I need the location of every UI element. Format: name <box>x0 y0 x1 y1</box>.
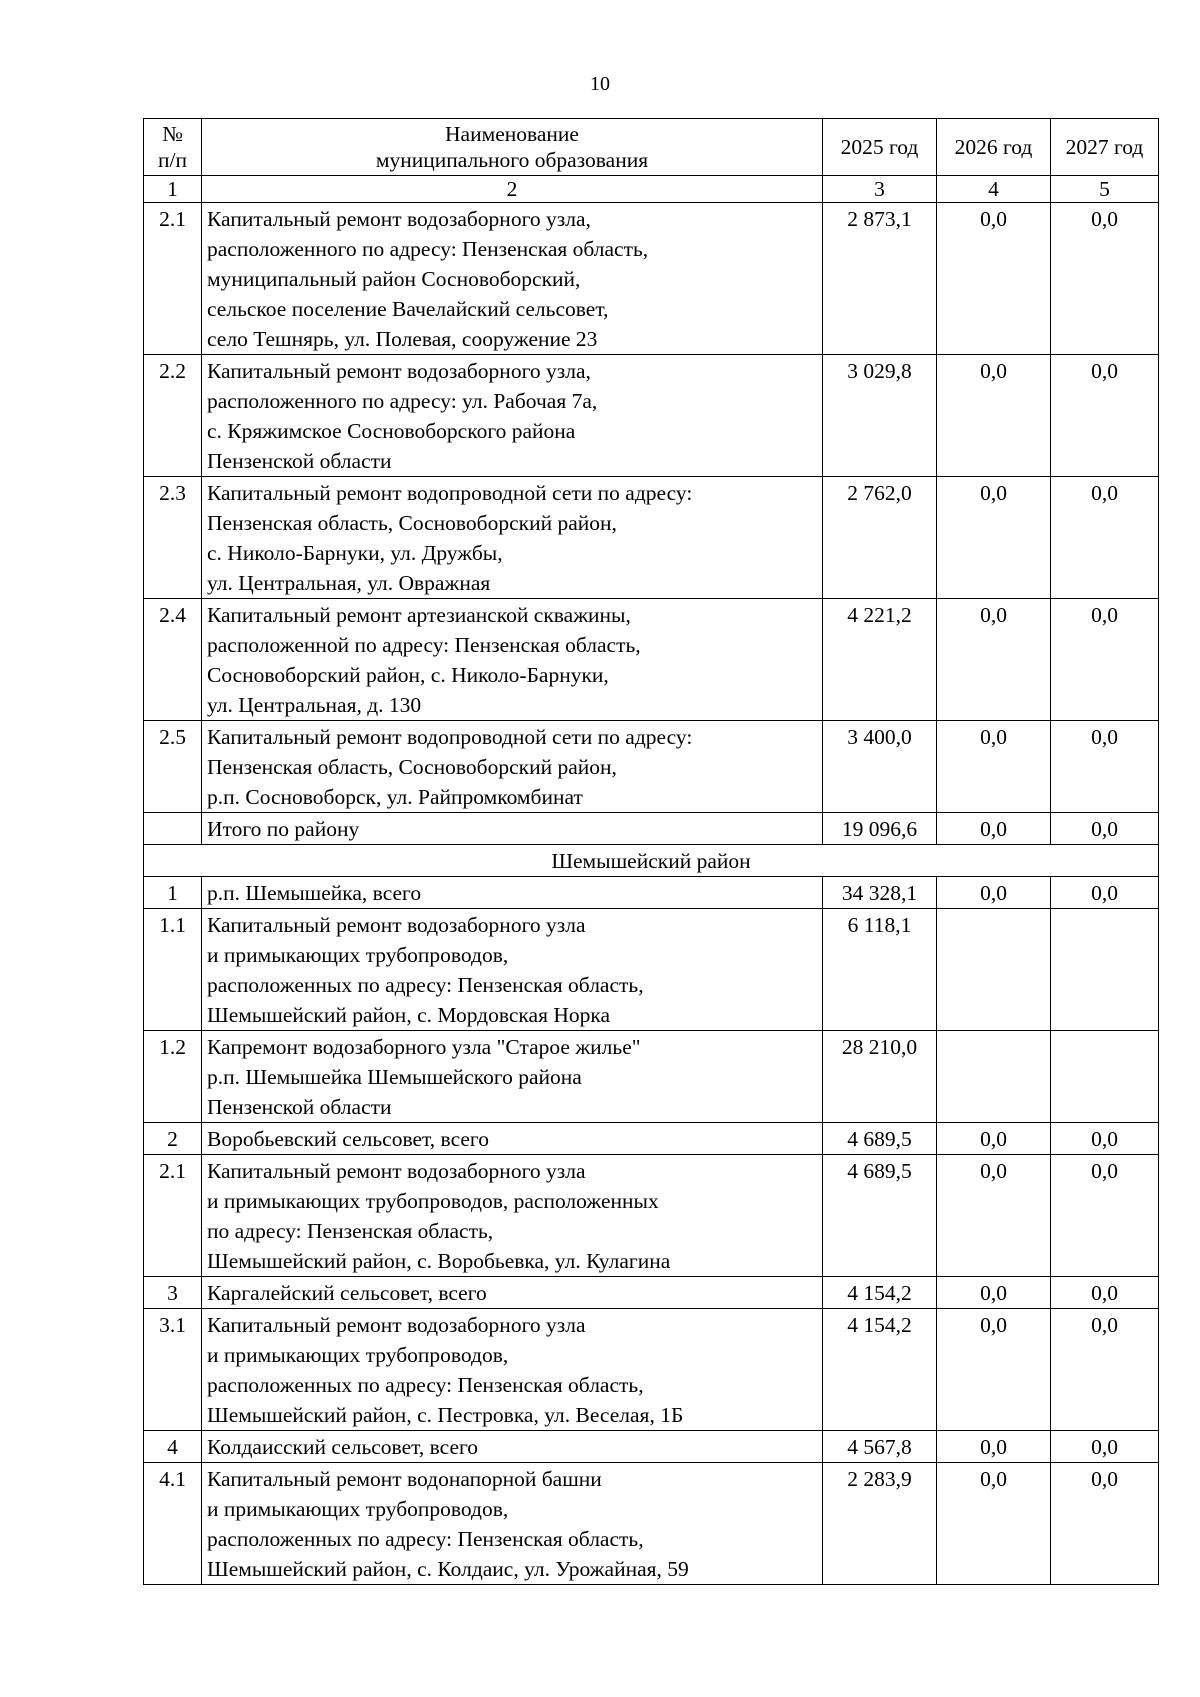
row-name <box>202 477 823 599</box>
value-2025: 2 873,1 <box>823 203 937 355</box>
row-number: 3 <box>144 1277 202 1309</box>
row-name-line: сельское поселение Вачелайский сельсовет, <box>207 297 609 321</box>
value-2026: 0,0 <box>937 721 1051 813</box>
row-name-line: Пензенской области <box>207 449 392 473</box>
value-2026: 0,0 <box>937 1123 1051 1155</box>
header-year-2025: 2025 год <box>823 119 937 176</box>
value-2026: 0,0 <box>937 1277 1051 1309</box>
row-number: 4 <box>144 1431 202 1463</box>
row-name-line: Капитальный ремонт артезианской скважины, <box>207 603 631 627</box>
row-number: 2 <box>144 1123 202 1155</box>
header-name-line: муниципального образования <box>375 148 649 172</box>
value-2025: 4 154,2 <box>823 1277 937 1309</box>
table-row <box>144 877 1159 909</box>
row-name-line: Шемышейский район, с. Колдаис, ул. Урожайная, 59 <box>207 1557 689 1581</box>
row-name-line: село Тешнярь, ул. Полевая, сооружение 23 <box>207 327 598 351</box>
row-name-line: расположенного по адресу: Пензенская область, <box>207 237 649 261</box>
header-year-2026: 2026 год <box>937 119 1051 176</box>
table-row <box>144 1031 1159 1123</box>
row-name-line: Итого по району <box>207 817 360 841</box>
value-2026: 0,0 <box>937 813 1051 845</box>
table-row <box>144 813 1159 845</box>
row-name-line: и примыкающих трубопроводов, <box>207 1497 509 1521</box>
row-name-line: и примыкающих трубопроводов, расположенных <box>207 1189 659 1213</box>
row-number <box>144 813 202 845</box>
value-2026: 0,0 <box>937 599 1051 721</box>
row-number: 2.1 <box>144 203 202 355</box>
funding-table <box>143 118 1159 1585</box>
row-name-line: Сосновоборский район, с. Николо-Барнуки, <box>207 663 609 687</box>
row-name-line: Колдаисский сельсовет, всего <box>207 1435 479 1459</box>
row-name-line: Шемышейский район, с. Пестровка, ул. Веселая, 1Б <box>207 1403 684 1427</box>
row-name <box>202 1031 823 1123</box>
row-number: 2.1 <box>144 1155 202 1277</box>
row-name-line: Капитальный ремонт водопроводной сети по адресу: <box>207 481 693 505</box>
section-title: Шемышейский район <box>144 845 1159 877</box>
table-row <box>144 1155 1159 1277</box>
value-2026: 0,0 <box>937 1463 1051 1585</box>
column-index: 3 <box>823 176 937 203</box>
table-row <box>144 1309 1159 1431</box>
row-name <box>202 877 823 909</box>
table-row <box>144 721 1159 813</box>
row-number: 2.5 <box>144 721 202 813</box>
table-row <box>144 1277 1159 1309</box>
header-num-line: п/п <box>158 148 187 172</box>
row-number: 4.1 <box>144 1463 202 1585</box>
row-name-line: Шемышейский район, с. Мордовская Норка <box>207 1003 611 1027</box>
row-name-line: р.п. Сосновоборск, ул. Райпромкомбинат <box>207 785 583 809</box>
value-2025: 2 283,9 <box>823 1463 937 1585</box>
row-name <box>202 1277 823 1309</box>
row-name-line: с. Кряжимское Сосновоборского района <box>207 419 576 443</box>
section-row <box>144 845 1159 877</box>
value-2026: 0,0 <box>937 1431 1051 1463</box>
row-name-line: р.п. Шемышейка, всего <box>207 881 422 905</box>
value-2027: 0,0 <box>1051 1463 1159 1585</box>
row-name <box>202 909 823 1031</box>
row-number: 1.2 <box>144 1031 202 1123</box>
row-name-line: муниципальный район Сосновоборский, <box>207 267 581 291</box>
row-name-line: Пензенской области <box>207 1095 392 1119</box>
row-name <box>202 1155 823 1277</box>
header-num-line: № <box>162 122 183 146</box>
value-2026: 0,0 <box>937 203 1051 355</box>
value-2027: 0,0 <box>1051 1431 1159 1463</box>
row-name-line: Капитальный ремонт водозаборного узла <box>207 913 586 937</box>
table-header-row <box>144 119 1159 176</box>
column-index: 5 <box>1051 176 1159 203</box>
row-name-line: Капитальный ремонт водозаборного узла <box>207 1313 586 1337</box>
value-2026 <box>937 1031 1051 1123</box>
row-name-line: ул. Центральная, ул. Овражная <box>207 571 491 595</box>
row-name-line: р.п. Шемышейка Шемышейского района <box>207 1065 582 1089</box>
value-2025: 19 096,6 <box>823 813 937 845</box>
row-name-line: ул. Центральная, д. 130 <box>207 693 422 717</box>
value-2027: 0,0 <box>1051 1277 1159 1309</box>
row-name-line: и примыкающих трубопроводов, <box>207 1343 509 1367</box>
value-2026: 0,0 <box>937 1309 1051 1431</box>
header-name-line: Наименование <box>445 122 579 146</box>
value-2025: 3 029,8 <box>823 355 937 477</box>
value-2027 <box>1051 1031 1159 1123</box>
row-name-line: Капитальный ремонт водозаборного узла <box>207 1159 586 1183</box>
column-index-row <box>144 176 1159 203</box>
column-index: 1 <box>144 176 202 203</box>
table-row <box>144 203 1159 355</box>
value-2025: 4 567,8 <box>823 1431 937 1463</box>
row-name-line: Капитальный ремонт водозаборного узла, <box>207 207 591 231</box>
value-2027: 0,0 <box>1051 877 1159 909</box>
value-2027: 0,0 <box>1051 813 1159 845</box>
value-2025: 6 118,1 <box>823 909 937 1031</box>
row-name <box>202 203 823 355</box>
row-name-line: Пензенская область, Сосновоборский район, <box>207 511 617 535</box>
value-2026: 0,0 <box>937 1155 1051 1277</box>
row-number: 3.1 <box>144 1309 202 1431</box>
row-name-line: Капремонт водозаборного узла "Старое жилье" <box>207 1035 641 1059</box>
row-number: 2.3 <box>144 477 202 599</box>
header-year-2027: 2027 год <box>1051 119 1159 176</box>
row-name-line: с. Николо-Барнуки, ул. Дружбы, <box>207 541 503 565</box>
value-2025: 4 689,5 <box>823 1155 937 1277</box>
row-name-line: расположенной по адресу: Пензенская область, <box>207 633 641 657</box>
value-2026: 0,0 <box>937 877 1051 909</box>
row-number: 2.4 <box>144 599 202 721</box>
row-name-line: расположенных по адресу: Пензенская область, <box>207 1373 644 1397</box>
row-name <box>202 599 823 721</box>
value-2025: 34 328,1 <box>823 877 937 909</box>
value-2027: 0,0 <box>1051 1155 1159 1277</box>
row-name <box>202 1463 823 1585</box>
table-row <box>144 599 1159 721</box>
row-name-line: и примыкающих трубопроводов, <box>207 943 509 967</box>
column-index: 4 <box>937 176 1051 203</box>
value-2025: 28 210,0 <box>823 1031 937 1123</box>
value-2025: 2 762,0 <box>823 477 937 599</box>
row-name <box>202 813 823 845</box>
table-row <box>144 477 1159 599</box>
row-name <box>202 1309 823 1431</box>
value-2027: 0,0 <box>1051 1123 1159 1155</box>
table-row <box>144 1463 1159 1585</box>
value-2025: 4 154,2 <box>823 1309 937 1431</box>
row-name-line: Пензенская область, Сосновоборский район, <box>207 755 617 779</box>
row-name <box>202 355 823 477</box>
row-name-line: расположенных по адресу: Пензенская область, <box>207 1527 644 1551</box>
row-name-line: Каргалейский сельсовет, всего <box>207 1281 487 1305</box>
page-number: 10 <box>590 73 610 95</box>
row-name-line: Капитальный ремонт водопроводной сети по адресу: <box>207 725 693 749</box>
value-2027: 0,0 <box>1051 203 1159 355</box>
header-name <box>202 119 823 176</box>
table-row <box>144 355 1159 477</box>
row-name-line: Капитальный ремонт водонапорной башни <box>207 1467 602 1491</box>
value-2025: 3 400,0 <box>823 721 937 813</box>
row-name <box>202 1431 823 1463</box>
column-index: 2 <box>202 176 823 203</box>
table-row <box>144 1123 1159 1155</box>
row-number: 1 <box>144 877 202 909</box>
header-num <box>144 119 202 176</box>
value-2025: 4 689,5 <box>823 1123 937 1155</box>
row-name-line: по адресу: Пензенская область, <box>207 1219 494 1243</box>
table-row <box>144 909 1159 1031</box>
value-2027: 0,0 <box>1051 1309 1159 1431</box>
row-number: 1.1 <box>144 909 202 1031</box>
value-2027: 0,0 <box>1051 721 1159 813</box>
row-name-line: Шемышейский район, с. Воробьевка, ул. Кулагина <box>207 1249 671 1273</box>
row-name <box>202 1123 823 1155</box>
row-number: 2.2 <box>144 355 202 477</box>
value-2027: 0,0 <box>1051 477 1159 599</box>
row-name-line: Капитальный ремонт водозаборного узла, <box>207 359 591 383</box>
row-name <box>202 721 823 813</box>
row-name-line: расположенных по адресу: Пензенская область, <box>207 973 644 997</box>
value-2026: 0,0 <box>937 355 1051 477</box>
row-name-line: расположенного по адресу: ул. Рабочая 7а, <box>207 389 598 413</box>
table-body <box>144 203 1159 1585</box>
table-row <box>144 1431 1159 1463</box>
value-2027 <box>1051 909 1159 1031</box>
value-2026: 0,0 <box>937 477 1051 599</box>
value-2025: 4 221,2 <box>823 599 937 721</box>
row-name-line: Воробьевский сельсовет, всего <box>207 1127 489 1151</box>
value-2027: 0,0 <box>1051 599 1159 721</box>
value-2027: 0,0 <box>1051 355 1159 477</box>
value-2026 <box>937 909 1051 1031</box>
